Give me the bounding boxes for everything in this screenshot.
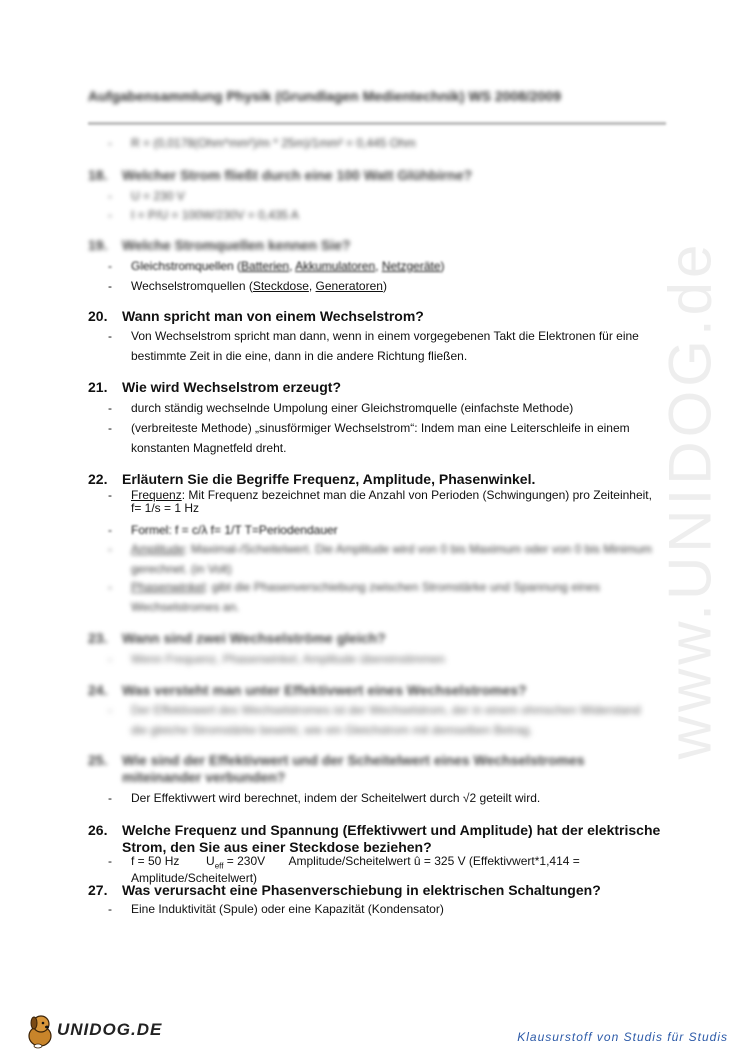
- list-item: - Wechselstromquellen (Steckdose, Generatoren): [108, 279, 387, 293]
- list-item: - (verbreiteste Methode) „sinusförmiger Wechselstrom“: Indem man eine Leiterschleife in einem konstanten Magnetfeld dreht.: [108, 421, 630, 455]
- list-item: - I = P/U = 100W/230V = 0,435 A: [108, 208, 299, 222]
- list-item: - Frequenz: Mit Frequenz bezeichnet man die Anzahl von Perioden (Schwingungen) pro Zeiteinheit, f= 1/s = 1 Hz: [108, 488, 652, 515]
- list-item: - U = 230 V: [108, 189, 185, 203]
- list-item: - f = 50 Hz $U_{eff} = 230V$ Amplitude/Scheitelwert û = 325 V (Effektivwert*1,414 = Amplitude/Scheitelwert): [108, 854, 580, 886]
- list-item: - Phasenwinkel: gibt die Phasenverschiebung zwischen Stromstärke und Spannung eines Wechselstromes an.: [108, 580, 600, 614]
- list-item: - Formel: f = c/λ f= 1/T T=Periodendauer: [108, 523, 338, 537]
- link-steckdose[interactable]: Steckdose: [252, 279, 309, 293]
- link-batterien[interactable]: Batterien: [241, 259, 290, 273]
- list-item: - Eine Induktivität (Spule) oder eine Kapazität (Kondensator): [108, 902, 444, 916]
- list-item: - durch ständig wechselnde Umpolung einer Gleichstromquelle (einfachste Methode): [108, 401, 574, 415]
- list-item: - Wenn Frequenz, Phasenwinkel, Amplitude übereinstimmen: [108, 652, 445, 666]
- list-item: - Von Wechselstrom spricht man dann, wenn in einem vorgegebenen Takt die Elektronen für eine bestimmte Zeit in die eine, dann in die andere Richtung fließen.: [108, 329, 639, 363]
- footer-slogan: Klausurstoff von Studis für Studis: [517, 1030, 728, 1044]
- header-rule: [88, 122, 666, 125]
- link-akkumulatoren[interactable]: Akkumulatoren: [295, 259, 376, 273]
- list-item: - Gleichstromquellen (Batterien, Akkumulatoren, Netzgeräte): [108, 259, 445, 273]
- link-generatoren[interactable]: Generatoren: [315, 279, 383, 293]
- list-item: - Amplitude: Maximal-/Scheitelwert. Die Amplitude wird von 0 bis Maximum oder von 0 bis Minimum gerechnet. (in Volt): [108, 542, 652, 576]
- watermark: www.UNIDOG.de: [656, 240, 724, 760]
- dog-icon: [25, 1012, 57, 1050]
- list-item: - Der Effektivwert des Wechselstromes ist der Wechselstrom, der in einem ohmschen Widerstand die gleiche Stromstärke bewirkt, wie ein Gleichstrom mit demselben Betrag.: [108, 703, 641, 737]
- unidog-logo[interactable]: [25, 1012, 163, 1052]
- logo-text: UNIDOG.DE: [57, 1020, 163, 1039]
- link-netzgeraete[interactable]: Netzgeräte: [381, 259, 441, 273]
- list-item: - R = (0,0178(Ohm*mm²)/m * 25m)/1mm² = 0,445 Ohm: [108, 136, 416, 150]
- document-page: Aufgabensammlung Physik (Grundlagen Medientechnik) WS 2008/2009 - R = (0,0178(Ohm*mm²)/m * 25m)/1mm² = 0,445 Ohm 18. Welcher Strom fließt durch eine 100 Watt Glühbirne? - U = 230 V - I = P/U = 100W/230V = 0,435 A 19. Welche Stromquellen kennen Sie? - Gleichstromquellen (Batterien, Akkumulatoren, Netzgeräte) - Wechselstromquellen (Steckdose, Generatoren) 20. Wann spricht man von einem Wechselstrom? - Von Wechselstrom spricht man dann, wenn in einem vorgegebenen Takt die Elektronen für eine bestimmte Zeit in die eine, dann in die andere Richtung fließen. 21. Wie wird Wechselstrom erzeugt? - durch ständig wechselnde Umpolung einer Gleichstromquelle (einfachste Methode) - (verbreiteste Methode) „sinusförmiger Wechselstrom“: Indem man eine Leiterschleife in einem konstanten Magnetfeld dreht. 22. Erläutern Sie die Begriffe Frequenz, Amplitude, Phasenwinkel. - Frequenz: Mit Frequenz bezeichnet man die Anzahl von Perioden (Schwingungen) pro Zeiteinheit, f= 1/s = 1 Hz - Formel: f = c/λ f= 1/T T=Periodendauer - Amplitude: Maximal-/Scheitelwert. Die Amplitude wird von 0 bis Maximum oder von 0 bis Minimum gerechnet. (in Volt) - Phasenwinkel: gibt die Phasenverschiebung zwischen Stromstärke und Spannung eines Wechselstromes an. 23. Wann sind zwei Wechselströme gleich? - Wenn Frequenz, Phasenwinkel, Amplitude übereinstimmen 24. Was versteht man unter Effektivwert eines Wechselstromes? - Der Effektivwert des Wechselstromes ist der Wechselstrom, der in einem ohmschen Widerstand die gleiche Stromstärke bewirkt, wie ein Gleichstrom mit demselben Betrag. 25. Wie sind der Effektivwert und der Scheitelwert eines Wechselstromes miteinander verbunden? - Der Effektivwert wird berechnet, indem der Scheitelwert durch √2 geteilt wird. 26. Welche Frequenz und Spannung (Effektivwert und Amplitude) hat der elektrische Strom, den Sie aus einer Steckdose beziehen? - f = 50 Hz $U_{eff} = 230V$ Amplitude/Scheitelwert û = 325 V (Effektivwert*1,414 = Amplitude/Scheitelwert) 27. Was verursacht eine Phasenverschiebung in elektrischen Schaltungen? - Eine Induktivität (Spule) oder eine Kapazität (Kondensator) www.UNIDOG.de UNIDOG.DE Klausurstoff von Studis für Studis: [0, 0, 750, 1060]
- list-item: - Der Effektivwert wird berechnet, indem der Scheitelwert durch √2 geteilt wird.: [108, 791, 541, 805]
- document-header-title: Aufgabensammlung Physik (Grundlagen Medientechnik) WS 2008/2009: [88, 88, 562, 104]
